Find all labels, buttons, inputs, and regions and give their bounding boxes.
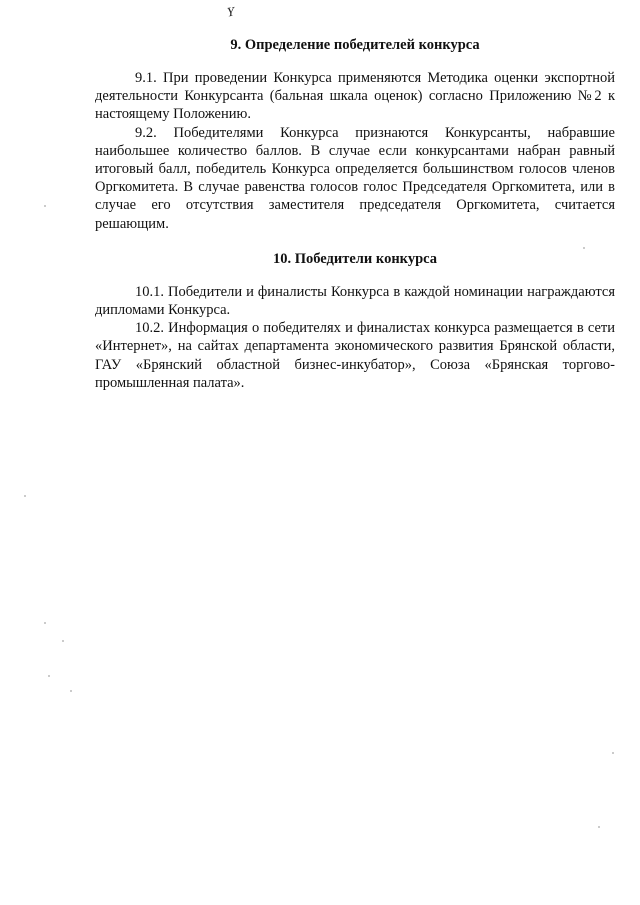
scan-speck xyxy=(44,622,46,624)
paragraph-10-2: 10.2. Информация о победителях и финалистах конкурса размещается в сети «Интернет», на сайтах департамента экономического развития Брянской области, ГАУ «Брянский областной бизнес-инкубатор», Союза «Брянская торгово-промышленная палата». xyxy=(95,320,615,391)
handwritten-mark: Ү xyxy=(225,3,236,20)
scan-speck xyxy=(24,495,26,497)
section-10 xyxy=(95,250,615,392)
section-9 xyxy=(95,36,615,233)
section-9-heading: 9. Определение победителей конкурса xyxy=(230,37,480,53)
scan-speck xyxy=(598,826,600,828)
section-10-heading: 10. Победители конкурса xyxy=(272,250,438,267)
scan-speck xyxy=(612,752,614,754)
paragraph-9-1: 9.1. При проведении Конкурса применяются Методика оценки экспортной деятельности Конкурсанта (бальная шкала оценок) согласно Приложению №2 к настоящему Положению. xyxy=(95,70,615,123)
document-body xyxy=(95,36,615,392)
scan-speck xyxy=(70,690,72,692)
scan-speck xyxy=(44,205,46,207)
paragraph-10-1: 10.1. Победители и финалисты Конкурса в каждой номинации награждаются дипломами Конкурса. xyxy=(95,283,615,319)
paragraph-9-2: 9.2. Победителями Конкурса признаются Конкурсанты, набравшие наибольшее количество баллов. В случае если конкурсантами набран равный итоговый балл, победитель Конкурса определяется большинством голосов членов Оргкомитета. В случае равенства голосов голос Председателя Оргкомитета, или в случае его отсутствия заместителя председателя Оргкомитета, считается решающим. xyxy=(95,124,615,232)
scan-speck xyxy=(62,640,64,642)
scan-speck xyxy=(583,247,585,249)
scan-speck xyxy=(48,675,50,677)
